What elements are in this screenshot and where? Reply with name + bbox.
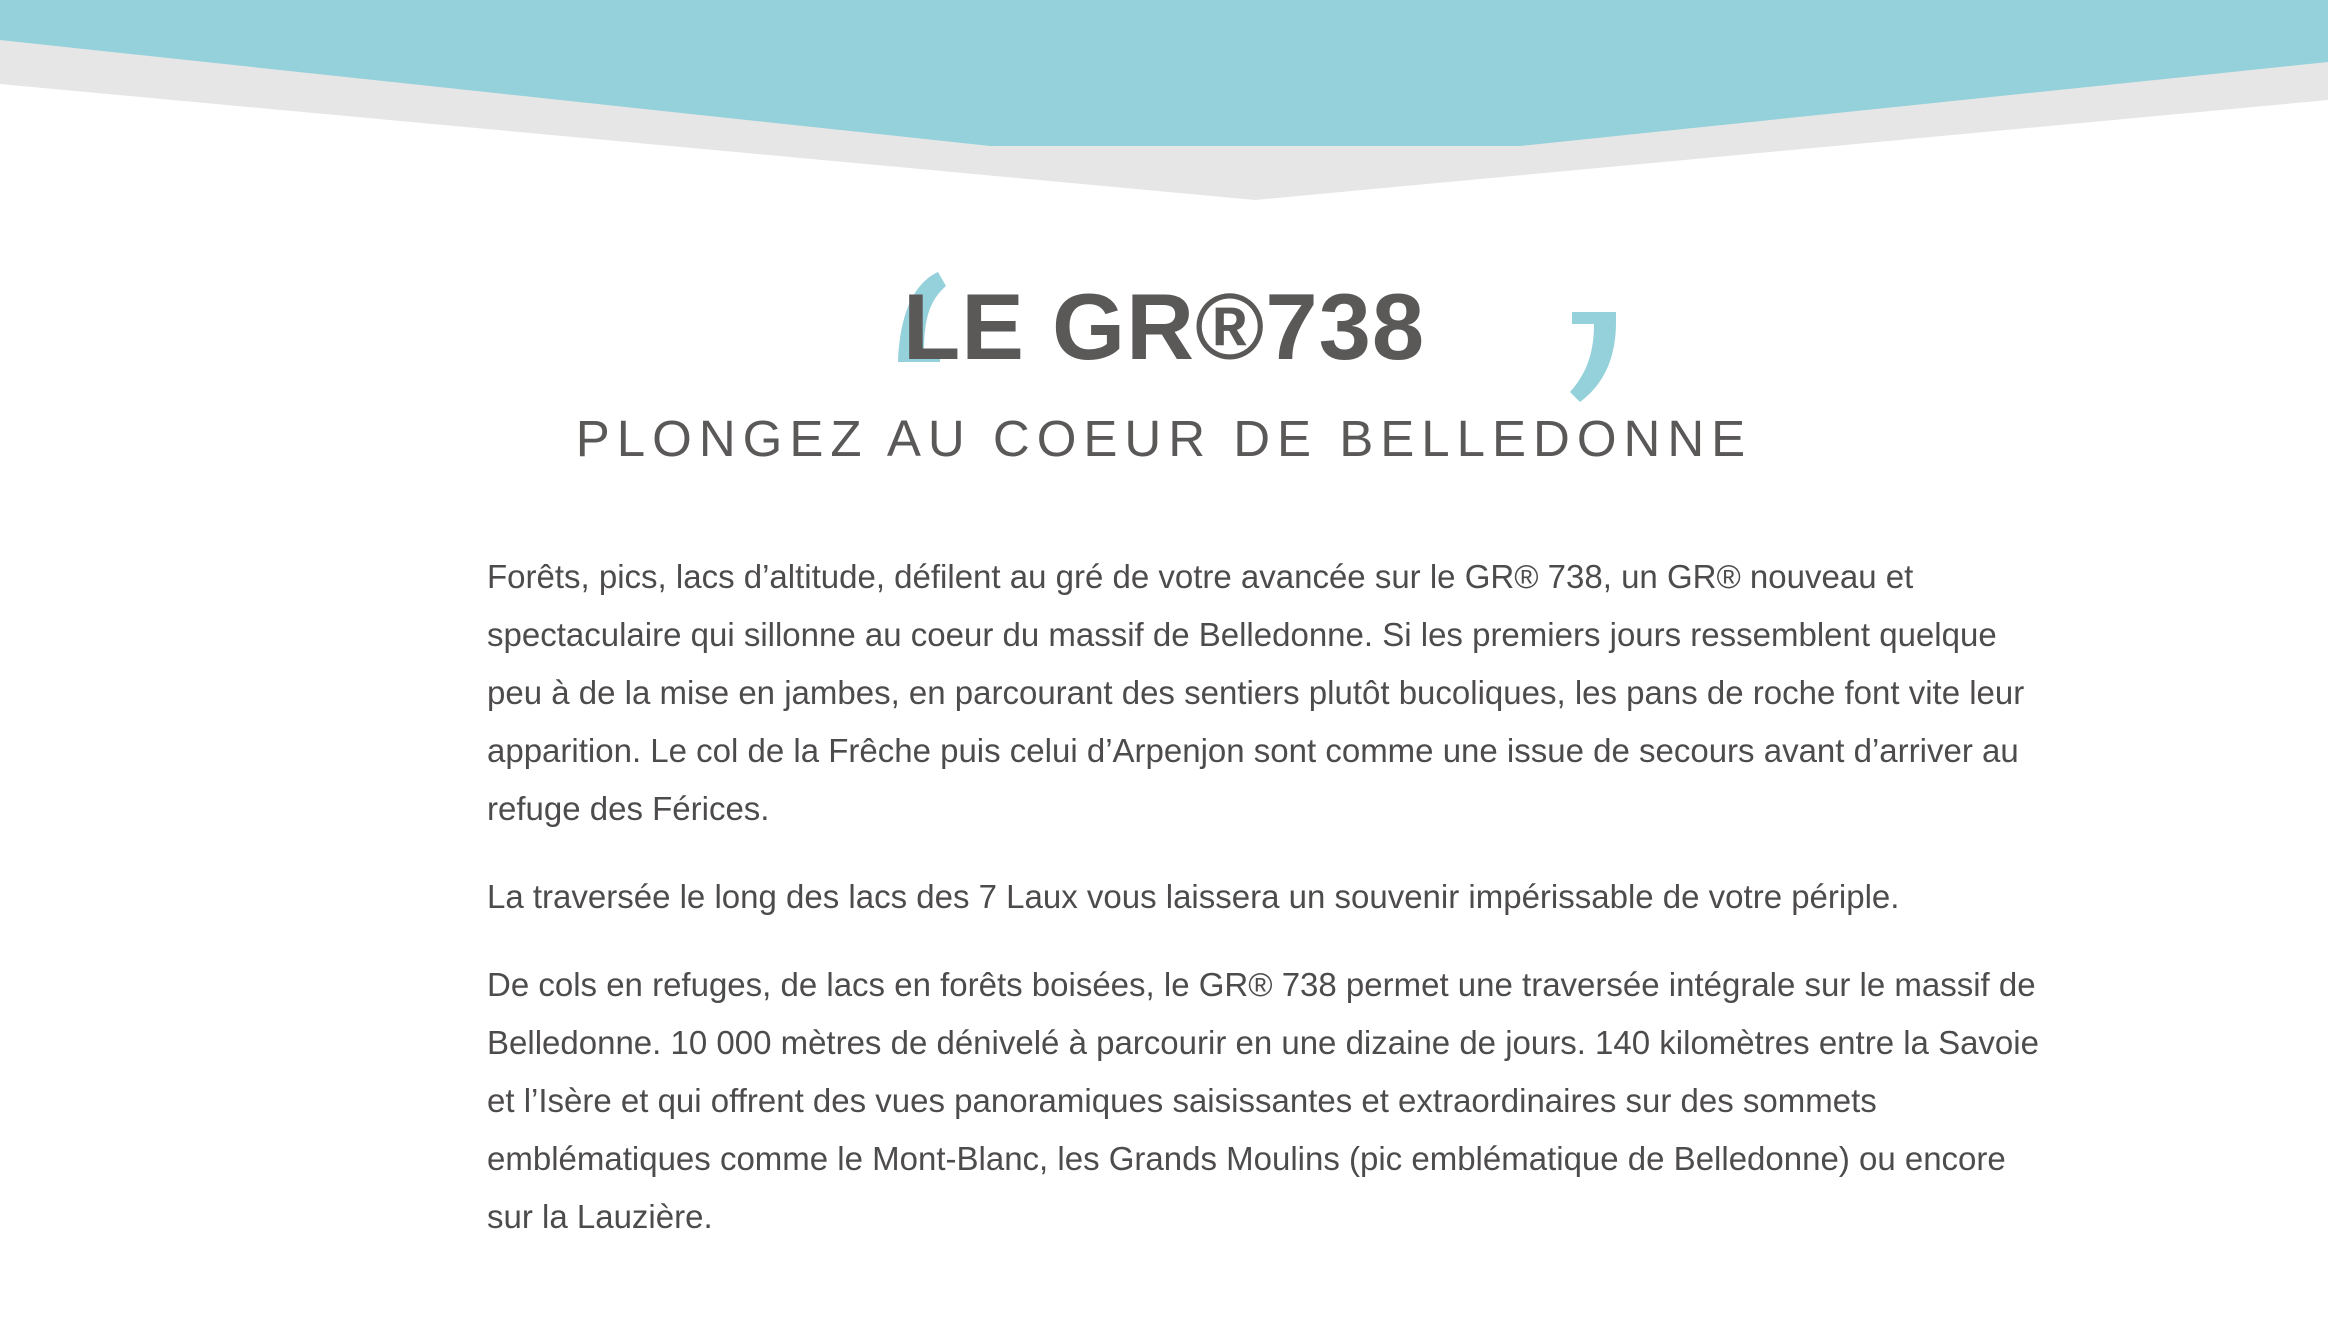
page-subtitle: PLONGEZ AU COEUR DE BELLEDONNE xyxy=(575,410,1753,467)
header-banner xyxy=(0,0,2328,210)
paragraph-intro: Forêts, pics, lacs d’altitude, défilent au gré de votre avancée sur le GR® 738, un GR® nouveau et spectaculaire qui sillonne au coeur du massif de Belledonne. Si les premiers jours ressemblent quelque peu à de la mise en jambes, en parcourant des sentiers plutôt bucoliques, les pans de roche font vite leur apparition. Le col de la Frêche puis celui d’Arpenjon sont comme une issue de secours avant d’arriver au refuge des Férices. xyxy=(487,558,2025,827)
paragraph-7-laux: La traversée le long des lacs des 7 Laux vous laissera un souvenir impérissable de votre périple. xyxy=(487,878,1900,915)
page-title: LE GR®738 xyxy=(902,274,1426,379)
title-section xyxy=(0,262,2328,412)
paragraph-traversee: De cols en refuges, de lacs en forêts boisées, le GR® 738 permet une traversée intégrale sur le massif de Belledonne. 10 000 mètres de dénivelé à parcourir en une dizaine de jours. 140 kilomètres entre la Savoie et l’Isère et qui offrent des vues panoramiques saisissantes et extraordinaires sur des sommets emblématiques comme le Mont-Blanc, les Grands Moulins (pic emblématique de Belledonne) ou encore sur la Lauzière. xyxy=(487,966,2039,1235)
article-body xyxy=(487,548,2047,1276)
quote-close-icon xyxy=(1564,308,1624,404)
